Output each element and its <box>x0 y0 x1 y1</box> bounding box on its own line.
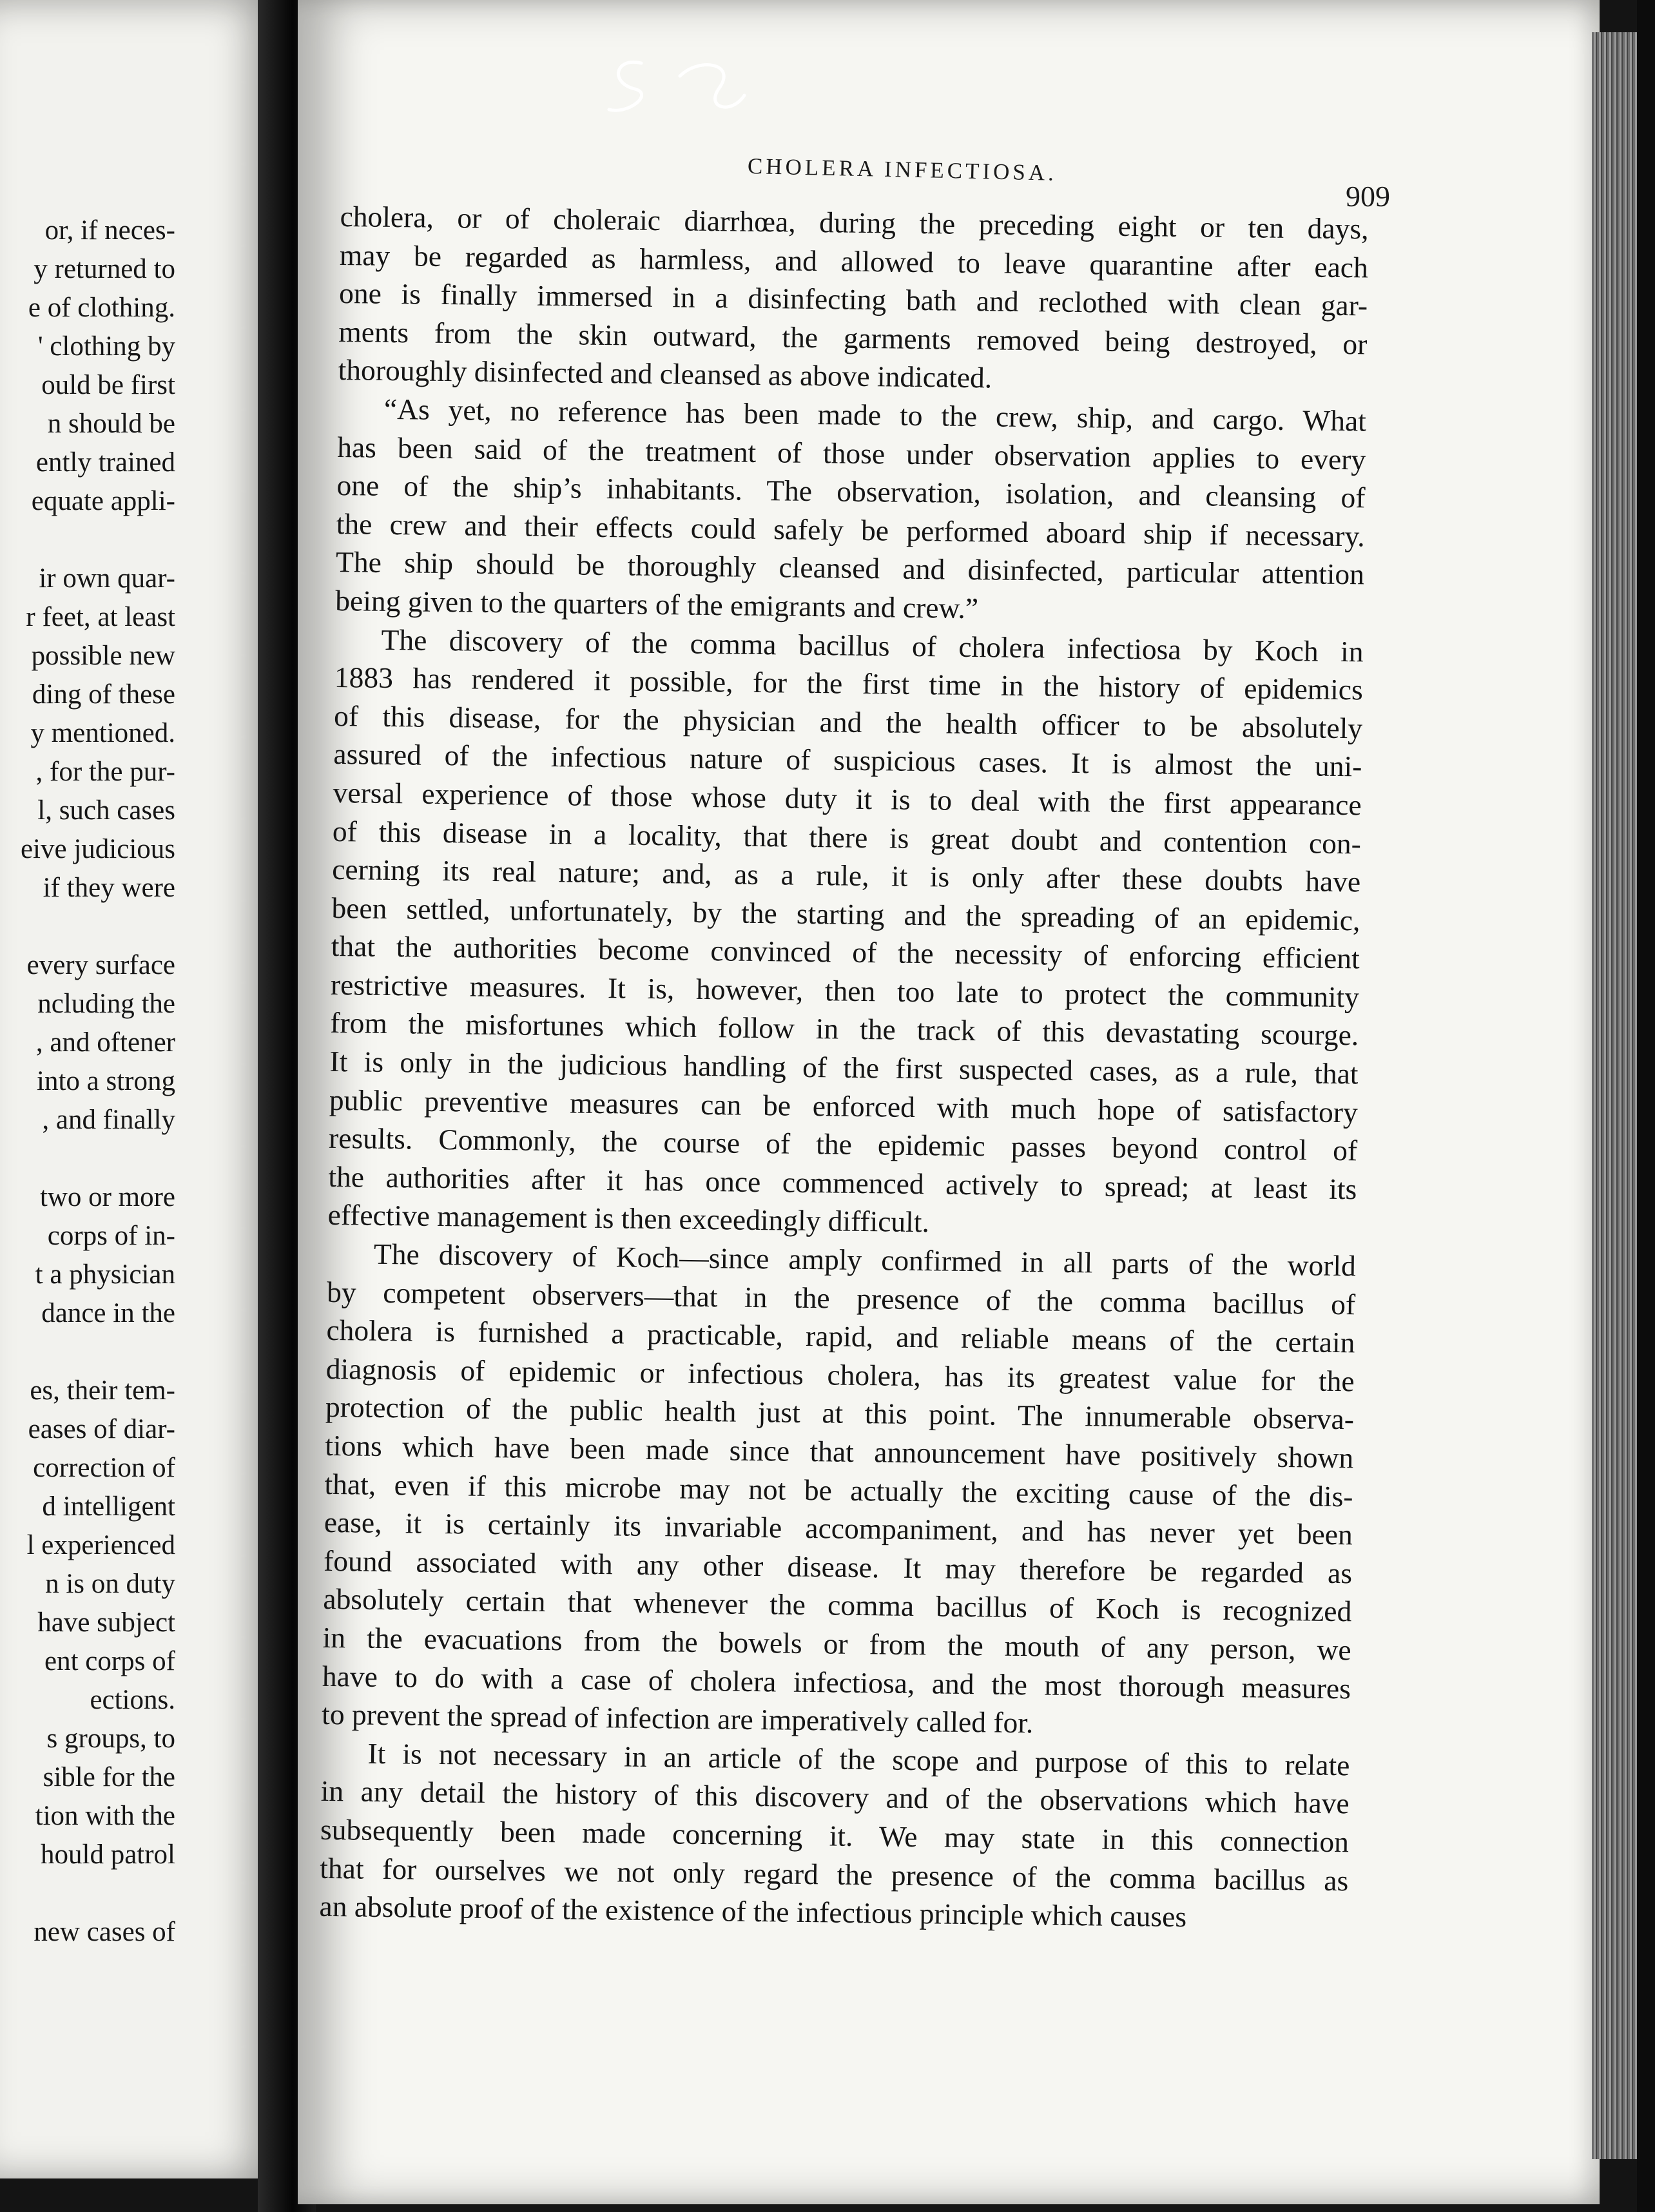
text-line: to prevent the spread of infection are imperatively called for. <box>321 1697 1034 1740</box>
text-line: one of the ship’s inhabitants. The observation, isolation, and cleansing of <box>336 469 1366 514</box>
left-page-line: l experienced <box>26 1530 175 1560</box>
left-page-line: new cases of <box>34 1917 175 1947</box>
left-page-line: have subject <box>37 1607 175 1638</box>
text-line: that, even if this microbe may not be actually the exciting cause of the dis- <box>324 1467 1353 1513</box>
left-page-line: hould patrol <box>41 1839 175 1870</box>
left-page-line: s groups, to <box>46 1723 175 1754</box>
left-page-line: es, their tem- <box>30 1375 175 1406</box>
left-page-line: correction of <box>33 1453 175 1483</box>
text-line: diagnosis of epidemic or infectious cholera, has its greatest value for the <box>325 1352 1355 1398</box>
left-page-line: t a physician <box>35 1259 175 1290</box>
text-line: from the misfortunes which follow in the track of this devastating scourge. <box>330 1006 1359 1052</box>
text-line: assured of the infectious nature of suspicious cases. It is almost the uni- <box>333 737 1362 783</box>
text-line: of this disease in a locality, that there is great doubt and contention con- <box>332 814 1362 860</box>
text-line: the authorities after it has once commenced actively to spread; at least its <box>328 1159 1357 1206</box>
text-line: may be regarded as harmless, and allowed to leave quarantine after each <box>339 238 1369 284</box>
text-line: It is not necessary in an article of the scope and purpose of this to relate <box>367 1736 1350 1782</box>
left-page-line: e of clothing. <box>28 293 175 323</box>
text-line: being given to the quarters of the emigrants and crew.” <box>335 583 979 625</box>
text-line: one is finally immersed in a disinfecting bath and reclothed with clean gar- <box>338 276 1368 322</box>
left-page-line: dance in the <box>41 1298 175 1328</box>
left-page-line: n is on duty <box>45 1569 175 1599</box>
text-line: The discovery of Koch—since amply confirmed in all parts of the world <box>373 1237 1357 1283</box>
text-line: subsequently been made concerning it. We may state in this connection <box>320 1812 1350 1859</box>
left-page-line: , and finally <box>42 1105 175 1135</box>
left-page-line: , for the pur- <box>35 757 175 787</box>
text-line: an absolute proof of the existence of the infectious principle which causes <box>319 1889 1187 1934</box>
left-page-line: ections. <box>90 1685 175 1715</box>
left-page-line: or, if neces- <box>44 215 175 246</box>
left-page-line: d intelligent <box>42 1491 175 1522</box>
text-line: effective management is then exceedingly difficult. <box>327 1198 930 1239</box>
text-line: been settled, unfortunately, by the starting and the spreading of an epidemic, <box>331 891 1360 937</box>
body-text <box>319 197 1369 1938</box>
left-page-line: possible new <box>31 641 175 671</box>
text-line: the crew and their effects could safely be performed aboard ship if necessary. <box>336 507 1366 553</box>
text-line: of this disease, for the physician and the health officer to be absolutely <box>333 699 1363 745</box>
text-line: absolutely certain that whenever the comma bacillus of Koch is recognized <box>323 1582 1352 1628</box>
text-line: that for ourselves we not only regard the presence of the comma bacillus as <box>320 1851 1349 1897</box>
paragraph <box>327 619 1364 1247</box>
text-line: protection of the public health just at this point. The innumerable observa- <box>325 1390 1355 1436</box>
running-head: CHOLERA INFECTIOSA. <box>747 153 1058 186</box>
text-line: It is only in the judicious handling of the first suspected cases, as a rule, that <box>329 1044 1359 1091</box>
text-line: in any detail the history of this discovery and of the observations which have <box>320 1774 1350 1820</box>
text-line: found associated with any other disease. It may therefore be regarded as <box>323 1544 1353 1590</box>
left-page-line: ent corps of <box>44 1646 175 1676</box>
left-page <box>0 0 277 2178</box>
left-page-line: ncluding the <box>37 989 175 1019</box>
left-page-line: into a strong <box>37 1066 175 1096</box>
left-page-line: l, such cases <box>37 795 175 826</box>
text-line: ease, it is certainly its invariable accompaniment, and has never yet been <box>324 1506 1353 1551</box>
text-line: restrictive measures. It is, however, then too late to protect the community <box>330 967 1360 1014</box>
left-page-line: n should be <box>47 409 175 439</box>
text-line: cholera is furnished a practicable, rapid, and reliable means of the certain <box>326 1314 1355 1359</box>
left-page-line: sible for the <box>43 1762 175 1792</box>
left-page-line: tion with the <box>35 1801 175 1831</box>
left-page-line: if they were <box>43 873 175 903</box>
left-page-line: r feet, at least <box>26 602 175 632</box>
left-page-line: two or more <box>39 1182 175 1212</box>
left-page-line: ently trained <box>35 447 175 478</box>
text-line: has been said of the treatment of those under observation applies to every <box>336 430 1366 476</box>
text-line: The discovery of the comma bacillus of cholera infectiosa by Koch in <box>381 623 1364 668</box>
pencil-scribble <box>603 50 751 128</box>
text-line: tions which have been made since that announcement have positively shown <box>325 1428 1354 1475</box>
left-page-line: eive judicious <box>20 834 175 864</box>
left-page-line: y returned to <box>34 254 175 284</box>
paragraph <box>335 389 1366 632</box>
text-line: versal experience of those whose duty it is to deal with the first appearance <box>333 775 1362 822</box>
text-line: have to do with a case of cholera infectiosa, and the most thorough measures <box>322 1659 1351 1705</box>
left-page-line: , and oftener <box>35 1027 175 1058</box>
text-line: that the authorities become convinced of the necessity of enforcing efficient <box>331 929 1360 975</box>
left-page-text <box>0 0 175 2212</box>
left-page-line: ' clothing by <box>37 331 175 362</box>
page-edges <box>1592 32 1637 2159</box>
text-line: results. Commonly, the course of the epidemic passes beyond control of <box>328 1121 1358 1167</box>
text-line: by competent observers—that in the presence of the comma bacillus of <box>326 1275 1356 1321</box>
page-number: 909 <box>1346 180 1390 213</box>
left-page-line: ding of these <box>32 679 175 710</box>
text-line: cerning its real nature; and, as a rule, it is only after these doubts have <box>331 853 1361 898</box>
text-line: The ship should be thoroughly cleansed and disinfected, particular attention <box>335 545 1365 591</box>
text-line: in the evacuations from the bowels or from the mouth of any person, we <box>322 1620 1351 1667</box>
text-line: thoroughly disinfected and cleansed as above indicated. <box>338 353 992 394</box>
left-page-line: ir own quar- <box>39 563 175 594</box>
text-line: public preventive measures can be enforced with much hope of satisfactory <box>329 1083 1359 1129</box>
left-page-line: y mentioned. <box>30 718 175 748</box>
left-page-line: every surface <box>26 950 175 980</box>
text-line: “As yet, no reference has been made to the crew, ship, and cargo. What <box>383 392 1367 438</box>
paragraph <box>322 1234 1356 1746</box>
left-page-line: ould be first <box>41 370 175 400</box>
left-page-line: equate appli- <box>31 486 175 516</box>
scan-border <box>1637 0 1655 2212</box>
left-page-line: corps of in- <box>47 1221 175 1251</box>
text-line: 1883 has rendered it possible, for the first time in the history of epidemics <box>334 661 1364 706</box>
left-page-line: eases of diar- <box>28 1414 175 1444</box>
text-line: ments from the skin outward, the garments removed being destroyed, or <box>338 315 1368 361</box>
paragraph <box>338 197 1369 402</box>
text-line: cholera, or of choleraic diarrhœa, during the preceding eight or ten days, <box>340 199 1369 246</box>
paragraph <box>319 1734 1350 1938</box>
